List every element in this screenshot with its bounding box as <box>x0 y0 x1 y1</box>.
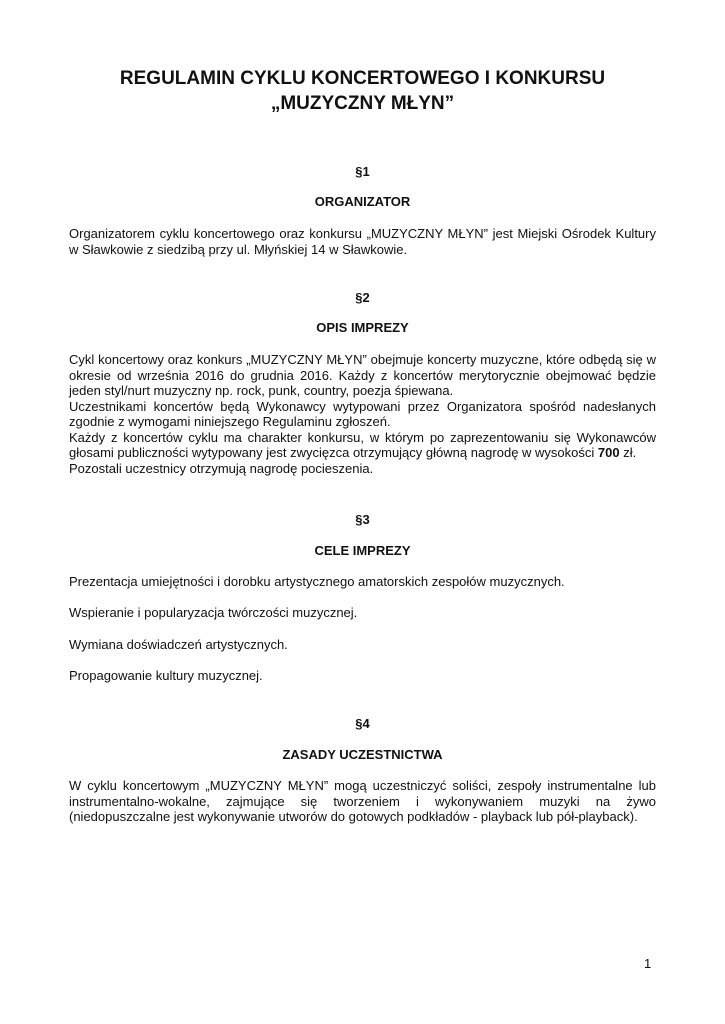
goal-1: Prezentacja umiejętności i dorobku artystycznego amatorskich zespołów muzycznych. <box>69 574 565 589</box>
goal-4: Propagowanie kultury muzycznej. <box>69 668 263 683</box>
competition-paragraph <box>69 430 656 461</box>
document-title <box>0 66 725 116</box>
participation-paragraph: W cyklu koncertowym „MUZYCZNY MŁYN” mogą uczestniczyć soliści, zespoły instrumentalne lub instrumentalno-wokalne, zajmujące się tworzeniem i wykonywaniem muzyki na żywo (niedopuszczalne jest wykonywanie utworów do gotowych podkładów - playback lub pół-playback). <box>69 778 656 824</box>
section-3-heading: CELE IMPREZY <box>314 543 411 558</box>
goal-2: Wspieranie i popularyzacja twórczości muzycznej. <box>69 605 358 620</box>
section-4-number: §4 <box>355 716 370 731</box>
participants-paragraph: Uczestnikami koncertów będą Wykonawcy wytypowani przez Organizatora spośród nadesłanych zgodnie z wymogami niniejszego Regulaminu zgłoszeń. <box>69 398 656 429</box>
description-paragraph: Cykl koncertowy oraz konkurs „MUZYCZNY MŁYN” obejmuje koncerty muzyczne, które odbędą się w okresie od września 2016 do grudnia 2016. Każdy z koncertów merytorycznie obejmować będzie jeden styl/nurt muzyczny np. rock, punk, country, poezja śpiewana. <box>69 352 656 398</box>
section-4-heading: ZASADY UCZESTNICTWA <box>282 747 443 762</box>
section-2-body <box>69 352 656 476</box>
section-1-heading: ORGANIZATOR <box>314 194 411 209</box>
prize-currency: zł. <box>623 445 637 460</box>
section-3-number: §3 <box>355 512 370 527</box>
goal-3: Wymiana doświadczeń artystycznych. <box>69 637 288 652</box>
title-line-1: REGULAMIN CYKLU KONCERTOWEGO I KONKURSU <box>119 68 606 89</box>
prize-amount: 700 <box>597 445 620 460</box>
page-number: 1 <box>644 956 652 971</box>
organizer-text: Organizatorem cyklu koncertowego oraz konkursu „MUZYCZNY MŁYN” jest Miejski Ośrodek Kultury w Sławkowie z siedzibą przy ul. Młyńskiej 14 w Sławkowie. <box>69 226 656 257</box>
consolation-paragraph: Pozostali uczestnicy otrzymują nagrodę pocieszenia. <box>69 460 374 476</box>
section-2-number: §2 <box>355 290 370 305</box>
section-2-heading: OPIS IMPREZY <box>316 320 409 335</box>
title-line-2: „MUZYCZNY MŁYN” <box>270 93 455 114</box>
section-1-paragraph <box>69 226 656 257</box>
section-1-number: §1 <box>355 164 370 179</box>
competition-text: Każdy z koncertów cyklu ma charakter konkursu, w którym po zaprezentowaniu się Wykonawców głosami publiczności wytypowany jest zwycięzca otrzymujący główną nagrodę w wysokości <box>69 429 656 460</box>
